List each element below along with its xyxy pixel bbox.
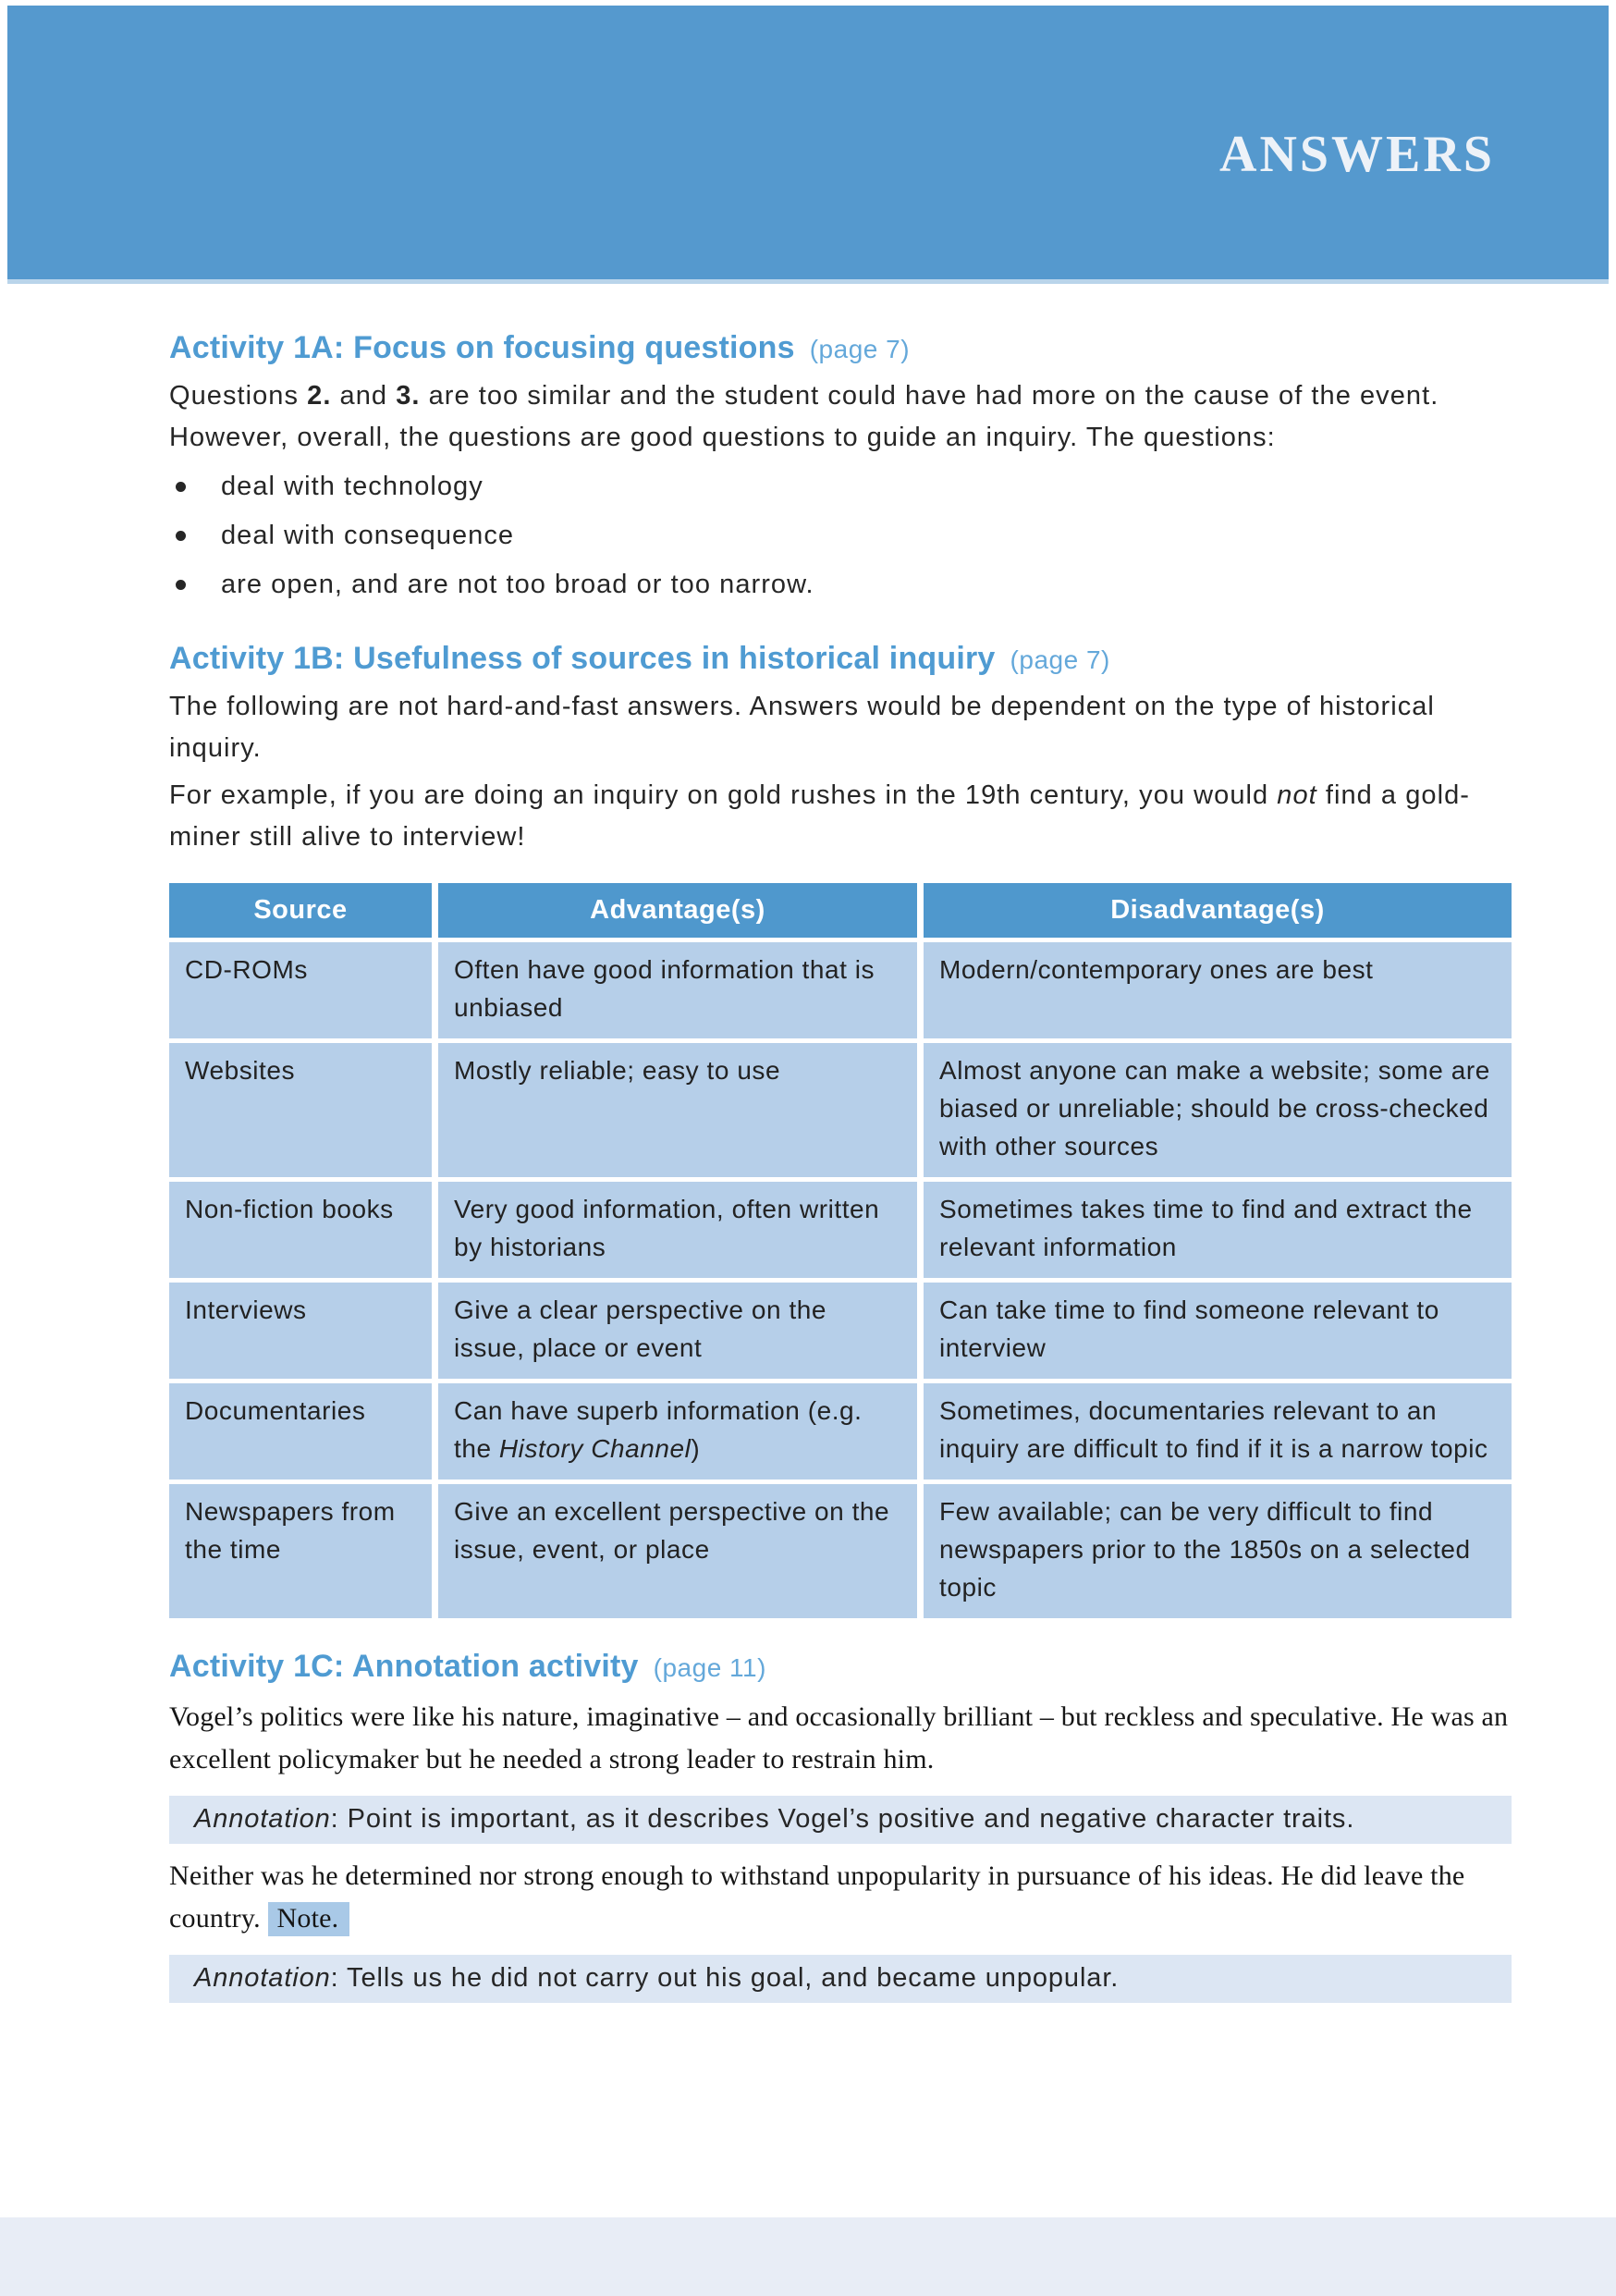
cell-advantage — [438, 942, 917, 1038]
text-segment: Give a clear perspective on the issue, place or event — [454, 1295, 827, 1362]
section-heading — [169, 330, 1512, 366]
table-row — [169, 1283, 1512, 1379]
cell-source: Newspapers from the time — [169, 1484, 432, 1618]
cell-source: Documentaries — [169, 1383, 432, 1480]
section-activity-1b — [169, 641, 1512, 1623]
text-segment: Give an excellent perspective on the issue, event, or place — [454, 1497, 890, 1564]
table-header-row — [169, 883, 1512, 938]
text-segment: are too similar and the student could have had more on the cause of the event. However, overall, the questions are good questions to guide an inquiry. The questions: — [169, 381, 1439, 452]
cell-disadvantage: Almost anyone can make a website; some are biased or unreliable; should be cross-checked with other sources — [924, 1043, 1512, 1177]
cell-disadvantage: Can take time to find someone relevant to interview — [924, 1283, 1512, 1379]
page-reference: (page 7) — [809, 335, 911, 363]
section-activity-1c — [169, 1649, 1512, 2003]
cell-disadvantage: Modern/contemporary ones are best — [924, 942, 1512, 1038]
text-segment: Questions — [169, 381, 308, 411]
table-row — [169, 942, 1512, 1038]
text-segment: find a gold-miner still alive to interview! — [169, 780, 1470, 852]
text-segment: and — [331, 381, 397, 411]
section-heading-label: Activity 1A: Focus on focusing questions — [169, 330, 795, 365]
page-content — [169, 284, 1512, 2003]
text-segment: : Point is important, as it describes Vogel’s positive and negative character traits. — [330, 1804, 1355, 1834]
column-header-disadvantage: Disadvantage(s) — [924, 883, 1512, 938]
text-segment: Annotation — [194, 1963, 331, 1993]
cell-advantage — [438, 1484, 917, 1618]
cell-disadvantage: Few available; can be very difficult to find newspapers prior to the 1850s on a selected topic — [924, 1484, 1512, 1618]
annotation-bar — [169, 1955, 1512, 2003]
text-segment: Mostly reliable; easy to use — [454, 1056, 781, 1085]
cell-advantage — [438, 1283, 917, 1379]
body-paragraph: Vogel’s politics were like his nature, imaginative – and occasionally brilliant – but reckless and speculative. He was an excellent policymaker but he needed a strong leader to restrain him. — [169, 1701, 1509, 1774]
table-body — [169, 942, 1512, 1618]
cell-source: Interviews — [169, 1283, 432, 1379]
section-heading — [169, 641, 1512, 677]
bullet-list — [169, 466, 1512, 606]
bullet-label: deal with technology — [221, 472, 484, 501]
page-banner — [7, 6, 1609, 284]
cell-advantage — [438, 1383, 917, 1480]
section-heading — [169, 1649, 1512, 1685]
sources-table — [163, 878, 1518, 1623]
text-segment: 2. — [307, 381, 332, 411]
page-reference: (page 7) — [1010, 645, 1110, 674]
cell-source: Non-fiction books — [169, 1182, 432, 1278]
column-header-source: Source — [169, 883, 432, 938]
bullet-label: deal with consequence — [221, 521, 515, 550]
text-segment: Note. — [268, 1902, 350, 1936]
text-segment: For example, if you are doing an inquiry on gold rushes in the 19th century, you would — [169, 780, 1278, 810]
list-item — [169, 515, 1512, 557]
cell-disadvantage: Sometimes takes time to find and extract the relevant information — [924, 1182, 1512, 1278]
cell-advantage — [438, 1182, 917, 1278]
table-row — [169, 1484, 1512, 1618]
section-heading-label: Activity 1B: Usefulness of sources in historical inquiry — [169, 641, 996, 676]
body-paragraph — [169, 775, 1512, 858]
page-reference: (page 11) — [653, 1653, 766, 1682]
text-segment: ) — [691, 1434, 701, 1463]
section-heading-label: Activity 1C: Annotation activity — [169, 1649, 639, 1684]
text-segment: not — [1277, 780, 1317, 810]
body-paragraph — [169, 1855, 1512, 1940]
page-title: ANSWERS — [1219, 126, 1495, 183]
text-segment: Often have good information that is unbiased — [454, 955, 875, 1022]
footer-bar — [0, 2217, 1616, 2296]
text-segment: : Tells us he did not carry out his goal, and became unpopular. — [330, 1963, 1120, 1993]
text-segment: Neither was he determined nor strong enough to withstand unpopularity in pursuance of his ideas. He did leave the country. — [169, 1860, 1465, 1934]
list-item — [169, 564, 1512, 606]
bullet-label: are open, and are not too broad or too narrow. — [221, 570, 814, 599]
text-segment: Can have superb information (e.g. the — [454, 1396, 863, 1463]
text-segment: 3. — [396, 381, 421, 411]
text-segment: History Channel — [498, 1434, 692, 1463]
list-item — [169, 466, 1512, 508]
bullet-icon — [176, 580, 186, 590]
text-segment: Very good information, often written by historians — [454, 1195, 880, 1261]
cell-advantage — [438, 1043, 917, 1177]
annotation-bar — [169, 1796, 1512, 1844]
cell-source: CD-ROMs — [169, 942, 432, 1038]
column-header-advantage: Advantage(s) — [438, 883, 917, 938]
bullet-icon — [176, 482, 186, 492]
cell-disadvantage: Sometimes, documentaries relevant to an inquiry are difficult to find if it is a narrow topic — [924, 1383, 1512, 1480]
table-head — [169, 883, 1512, 938]
table-row — [169, 1043, 1512, 1177]
section-activity-1a — [169, 330, 1512, 606]
table-row — [169, 1182, 1512, 1278]
text-segment: Annotation — [194, 1804, 331, 1834]
table-row — [169, 1383, 1512, 1480]
bullet-icon — [176, 531, 186, 541]
body-paragraph: The following are not hard-and-fast answers. Answers would be dependent on the type of historical inquiry. — [169, 692, 1435, 763]
cell-source: Websites — [169, 1043, 432, 1177]
intro-paragraph — [169, 375, 1512, 459]
